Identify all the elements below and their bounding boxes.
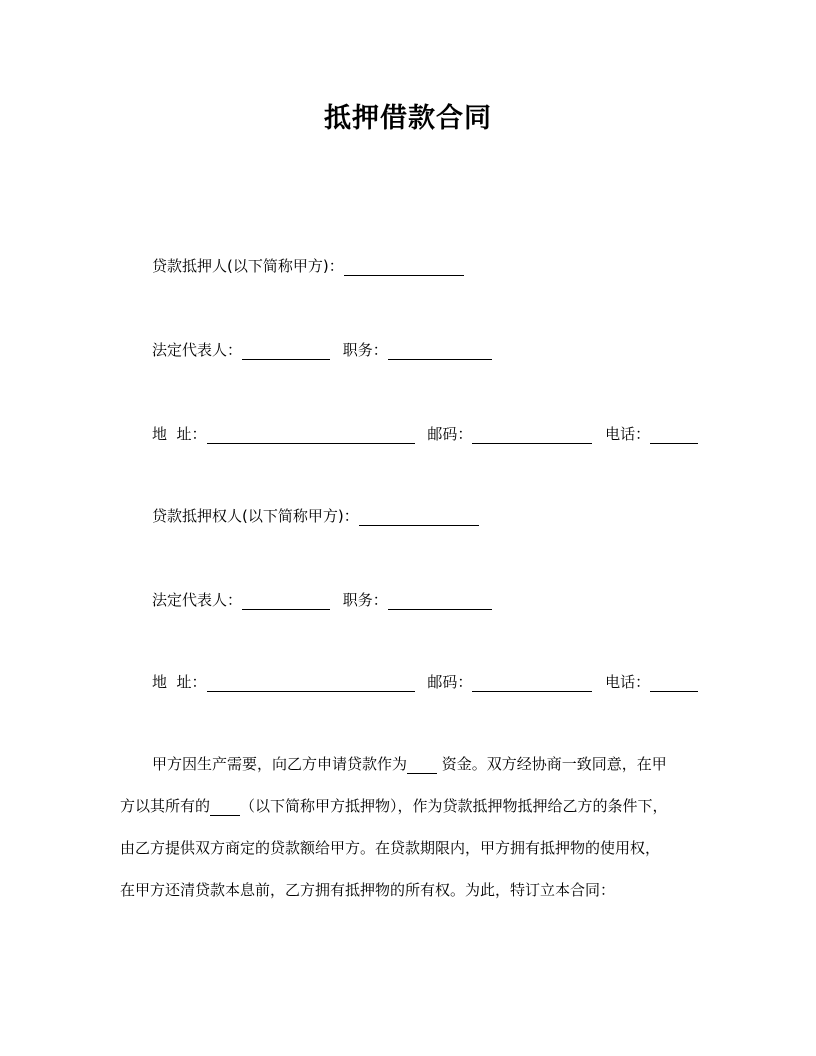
purpose-blank <box>407 756 437 774</box>
party-b-position-label: 职务： <box>342 591 388 609</box>
party-b-rep-label: 法定代表人： <box>152 591 243 609</box>
party-a-rep-label: 法定代表人： <box>152 341 243 359</box>
party-b-name-blank <box>359 508 479 526</box>
body-line-2-b: （以下简称甲方抵押物），作为贷款抵押物抵押给乙方的条件下， <box>240 797 668 815</box>
body-line-4: 在甲方还清贷款本息前，乙方拥有抵押物的所有权。为此，特订立本合同： <box>120 881 616 899</box>
party-a-name-blank <box>344 258 464 276</box>
body-line-2 <box>120 796 700 816</box>
party-b-label: 贷款抵押权人(以下简称甲方)： <box>152 507 359 525</box>
party-b-rep-line <box>152 590 492 610</box>
party-a-phone-blank <box>650 426 698 444</box>
party-a-line <box>152 256 464 276</box>
body-line-1 <box>152 754 732 774</box>
party-a-phone-label: 电话： <box>605 425 651 443</box>
party-b-position-blank <box>388 592 492 610</box>
party-a-postcode-label: 邮码： <box>427 425 473 443</box>
body-line-1-a: 甲方因生产需要，向乙方申请贷款作为 <box>152 755 408 773</box>
party-a-rep-blank <box>242 342 330 360</box>
body-line-3: 由乙方提供双方商定的贷款额给甲方。在贷款期限内，甲方拥有抵押物的使用权， <box>120 839 661 857</box>
party-b-rep-blank <box>242 592 330 610</box>
party-a-address-label: 地 址： <box>152 425 207 443</box>
party-a-position-blank <box>388 342 492 360</box>
collateral-blank <box>210 798 240 816</box>
body-line-1-b: 资金。双方经协商一致同意，在甲 <box>441 755 667 773</box>
party-a-address-blank <box>207 426 415 444</box>
document-title: 抵押借款合同 <box>324 103 492 134</box>
party-b-phone-label: 电话： <box>605 673 651 691</box>
party-a-label: 贷款抵押人(以下简称甲方)： <box>152 257 344 275</box>
party-b-line <box>152 506 479 526</box>
party-a-position-label: 职务： <box>342 341 388 359</box>
body-line-2-a: 方以其所有的 <box>120 797 211 815</box>
party-a-rep-line <box>152 340 492 360</box>
party-b-address-blank <box>207 674 415 692</box>
party-b-postcode-label: 邮码： <box>427 673 473 691</box>
party-b-address-line <box>152 672 698 692</box>
party-a-address-line <box>152 424 698 444</box>
party-b-postcode-blank <box>472 674 592 692</box>
party-a-postcode-blank <box>472 426 592 444</box>
party-b-address-label: 地 址： <box>152 673 207 691</box>
party-b-phone-blank <box>650 674 698 692</box>
